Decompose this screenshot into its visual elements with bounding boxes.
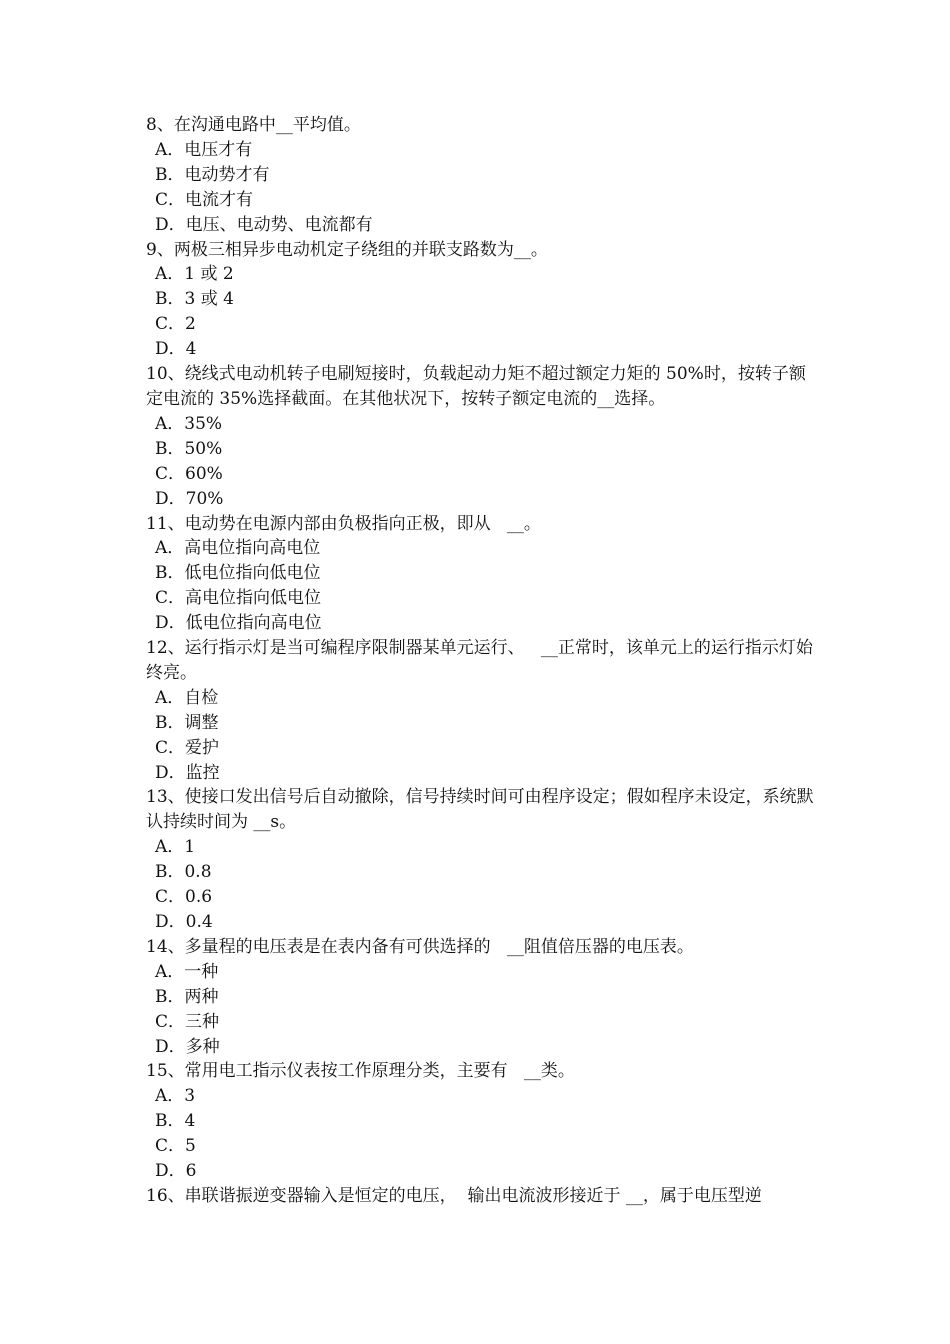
option-d: D．4 xyxy=(155,339,197,360)
question-stem: 15、常用电工指示仪表按工作原理分类，主要有 __类。 xyxy=(146,1061,575,1082)
option-d: D．6 xyxy=(155,1161,197,1182)
question-stem: 11、电动势在电源内部由负极指向正极，即从 __。 xyxy=(146,513,541,534)
option-a: A．一种 xyxy=(155,961,219,982)
option-b: B．两种 xyxy=(155,986,219,1007)
question-15 xyxy=(146,1059,816,1184)
option-c: C．2 xyxy=(155,314,196,335)
question-stem: 9、两极三相异步电动机定子绕组的并联支路数为__。 xyxy=(146,239,548,260)
option-a: A．3 xyxy=(155,1086,196,1107)
exam-page xyxy=(146,113,816,1209)
question-stem: 12、运行指示灯是当可编程序限制器某单元运行、 __正常时，该单元上的运行指示灯始终亮。 xyxy=(146,638,813,683)
option-d: D．电压、电动势、电流都有 xyxy=(155,214,373,235)
option-c: C．三种 xyxy=(155,1011,220,1032)
option-c: C．电流才有 xyxy=(155,189,254,210)
option-a: A．1 或 2 xyxy=(155,264,234,285)
option-b: B．低电位指向低电位 xyxy=(155,563,321,584)
option-a: A．电压才有 xyxy=(155,139,253,160)
question-8 xyxy=(146,113,816,238)
option-a: A．自检 xyxy=(155,687,219,708)
question-stem: 14、多量程的电压表是在表内备有可供选择的 __阻值倍压器的电压表。 xyxy=(146,936,694,957)
option-b: B．4 xyxy=(155,1111,196,1132)
option-d: D．多种 xyxy=(155,1036,220,1057)
option-d: D．监控 xyxy=(155,762,220,783)
option-c: C．60% xyxy=(155,463,223,484)
option-d: D．0.4 xyxy=(155,912,213,932)
option-d: D．70% xyxy=(155,488,224,509)
option-a: A．高电位指向高电位 xyxy=(155,538,321,559)
option-c: C．0.6 xyxy=(155,887,213,908)
question-11 xyxy=(146,512,816,637)
option-c: C．高电位指向低电位 xyxy=(155,588,322,609)
question-16 xyxy=(146,1184,816,1209)
option-c: C．5 xyxy=(155,1136,196,1157)
question-13 xyxy=(146,785,816,934)
option-b: B．电动势才有 xyxy=(155,164,270,185)
question-stem: 16、串联谐振逆变器输入是恒定的电压， 输出电流波形接近于 __，属于电压型逆 xyxy=(146,1185,762,1206)
question-12 xyxy=(146,636,816,785)
question-14 xyxy=(146,935,816,1060)
question-stem: 8、在沟通电路中__平均值。 xyxy=(146,115,361,135)
option-b: B．0.8 xyxy=(155,862,212,883)
option-a: A．35% xyxy=(155,413,223,434)
question-9 xyxy=(146,238,816,363)
question-stem: 13、使接口发出信号后自动撤除，信号持续时间可由程序设定；假如程序未设定，系统默认持续时间为 __s。 xyxy=(146,787,814,833)
question-stem: 10、绕线式电动机转子电刷短接时，负载起动力矩不超过额定力矩的 50%时，按转子额定电流的 35%选择截面。在其他状况下，按转子额定电流的__选择。 xyxy=(146,364,806,409)
option-a: A．1 xyxy=(155,837,196,858)
question-10 xyxy=(146,362,816,511)
option-b: B．50% xyxy=(155,438,223,459)
option-c: C．爱护 xyxy=(155,737,220,758)
option-b: B．3 或 4 xyxy=(155,289,234,310)
option-b: B．调整 xyxy=(155,712,219,733)
option-d: D．低电位指向高电位 xyxy=(155,613,322,634)
